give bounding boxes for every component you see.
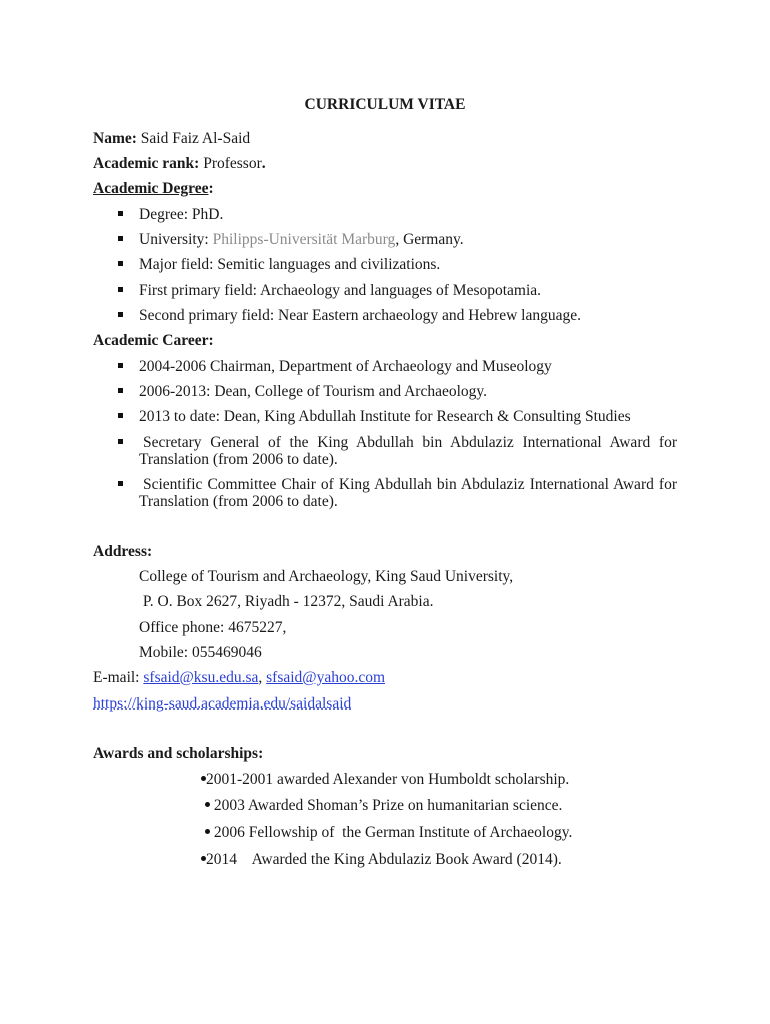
rank-period: . [261,155,266,172]
university-prefix: University: [139,231,213,248]
career-item-line2: Translation (from 2006 to date). [139,493,338,510]
bullet-square-icon [118,261,123,266]
award-item [201,851,562,869]
awards-heading: Awards and scholarships: [93,745,264,762]
name-label: Name: [93,130,137,147]
address-line: P. O. Box 2627, Riyadh - 12372, Saudi Arabia. [139,593,434,610]
bullet-square-icon [118,236,123,241]
bullet-square-icon [118,439,123,444]
address-line: Mobile: 055469046 [139,644,262,661]
rank-value: Professor [203,155,262,172]
academia-profile-link[interactable]: https://king-saud.academia.edu/saidalsaid [93,695,352,712]
bullet-square-icon [118,388,123,393]
award-item [205,824,572,842]
university-name: Philipps-Universität Marburg [212,231,396,248]
career-item: 2013 to date: Dean, King Abdullah Institute for Research & Consulting Studies [139,408,631,425]
bullet-square-icon [118,287,123,292]
email-line [93,669,385,687]
email-link-ksu[interactable]: sfsaid@ksu.edu.sa [143,669,259,686]
bullet-dot-icon [201,856,206,861]
rank-line [93,155,266,173]
award-item [205,797,562,815]
bullet-square-icon [118,312,123,317]
award-item [201,771,569,789]
email-label: E-mail: [93,669,144,686]
award-text: 2003 Awarded Shoman’s Prize on humanitarian science. [210,797,563,814]
bullet-square-icon [118,481,123,486]
award-text: 2006 Fellowship of the German Institute of Archaeology. [210,824,573,841]
degree-item: Second primary field: Near Eastern archaeology and Hebrew language. [139,307,581,324]
degree-item: First primary field: Archaeology and languages of Mesopotamia. [139,282,542,299]
award-text: 2014 Awarded the King Abdulaziz Book Award (2014). [206,851,562,868]
degree-heading-colon: : [208,180,214,197]
career-item: 2006-2013: Dean, College of Tourism and Archaeology. [139,383,488,400]
email-link-yahoo[interactable]: sfsaid@yahoo.com [266,669,386,686]
degree-heading-text: Academic Degree [93,180,209,197]
bullet-square-icon [118,211,123,216]
bullet-dot-icon [201,776,206,781]
award-text: 2001-2001 awarded Alexander von Humboldt scholarship. [206,771,570,788]
bullet-square-icon [118,413,123,418]
rank-label: Academic rank: [93,155,200,172]
bullet-dot-icon [205,829,210,834]
degree-item-university [139,231,464,249]
university-suffix: , Germany. [395,231,464,248]
document-title: CURRICULUM VITAE [304,96,466,113]
career-heading: Academic Career: [93,332,214,349]
career-item: 2004-2006 Chairman, Department of Archaeology and Museology [139,358,552,375]
degree-item: Degree: PhD. [139,206,224,223]
bullet-square-icon [118,363,123,368]
address-line: College of Tourism and Archaeology, King Saud University, [139,568,514,585]
address-heading: Address: [93,543,153,560]
degree-item: Major field: Semitic languages and civilizations. [139,256,441,273]
career-item-line1: Secretary General of the King Abdullah bin Abdulaziz International Award for [143,434,677,451]
name-line [93,130,250,148]
address-line: Office phone: 4675227, [139,619,287,636]
bullet-dot-icon [205,802,210,807]
career-item-line1: Scientific Committee Chair of King Abdullah bin Abdulaziz International Award for [143,476,677,493]
degree-heading [93,180,214,198]
career-item-line2: Translation (from 2006 to date). [139,451,338,468]
name-value: Said Faiz Al-Said [140,130,251,147]
email-separator: , [258,669,267,686]
